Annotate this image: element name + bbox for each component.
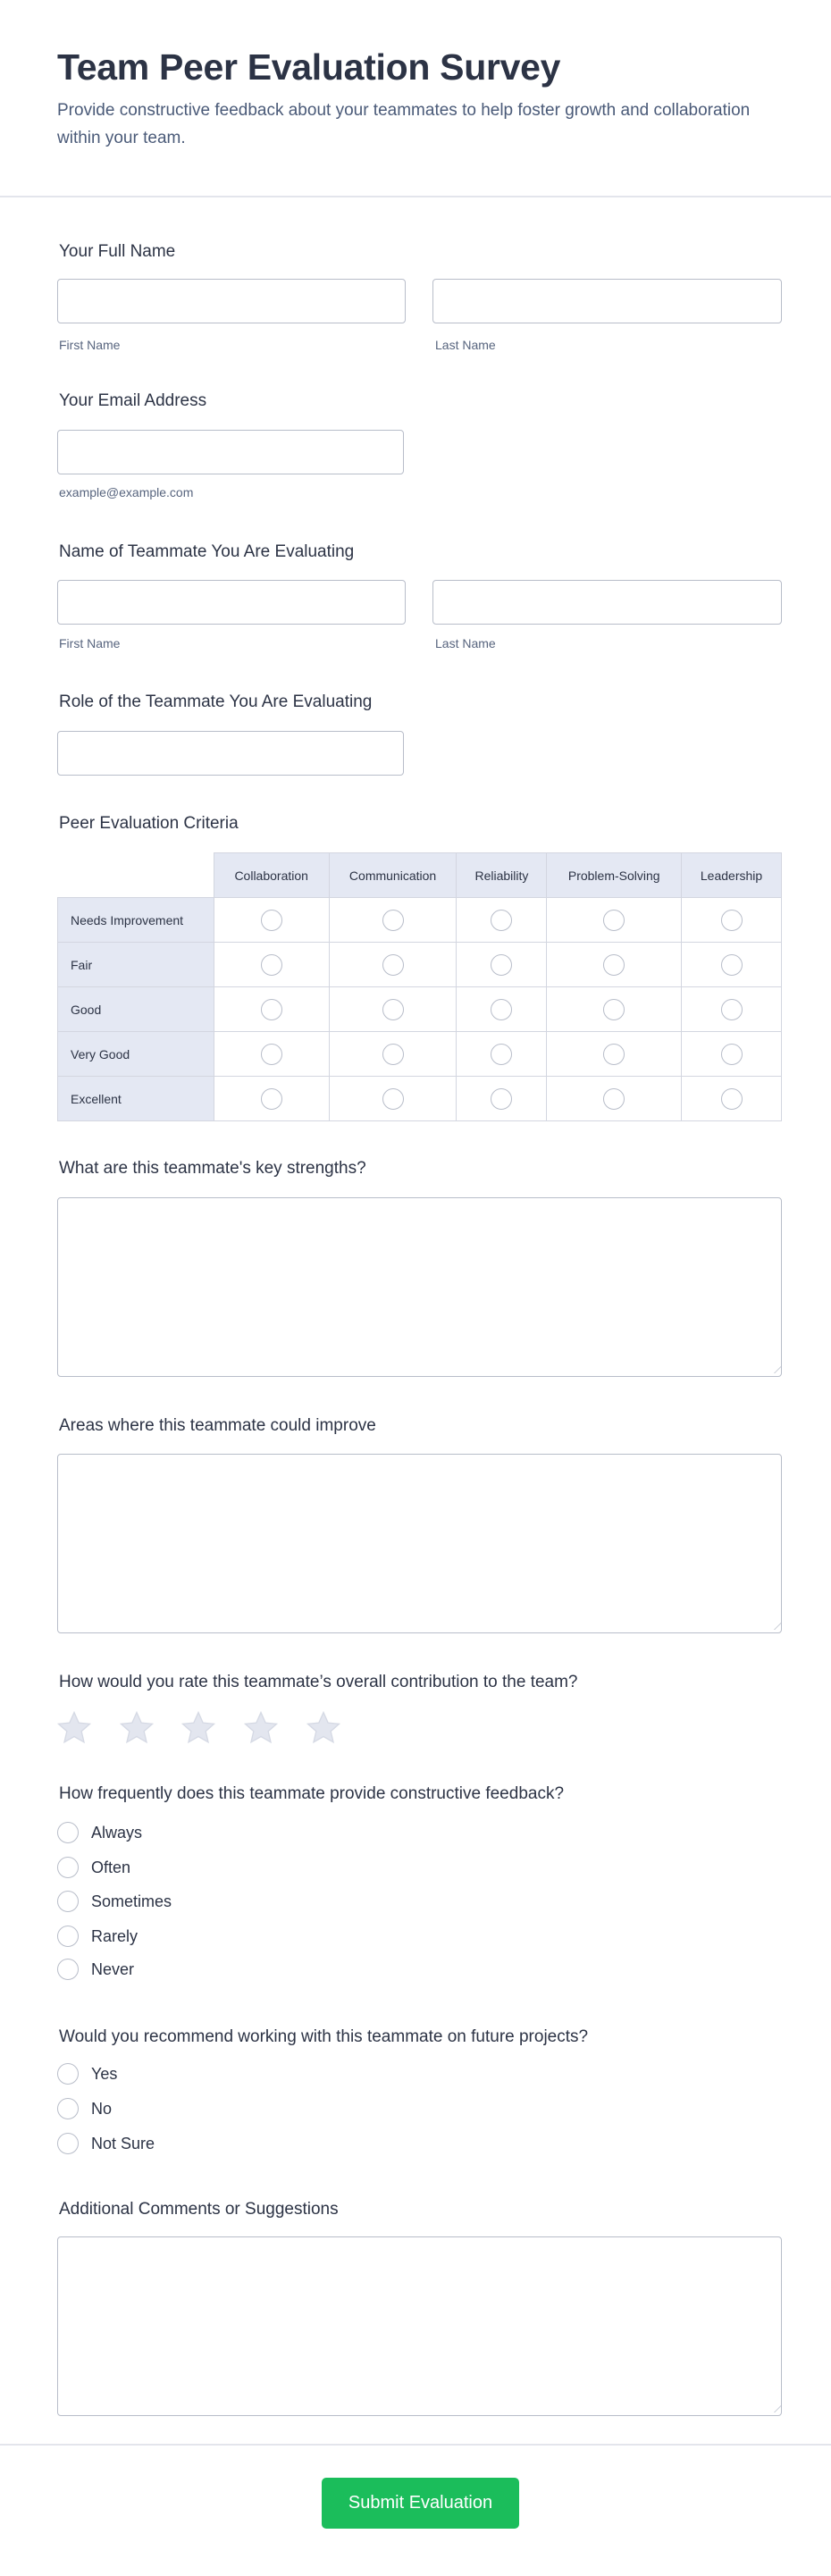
matrix-row-label: Excellent — [58, 1077, 214, 1121]
radio-option[interactable] — [57, 2133, 155, 2154]
radio-button[interactable] — [57, 2133, 79, 2154]
radio-option-label: Not Sure — [91, 2134, 155, 2152]
matrix-cell — [682, 943, 782, 987]
matrix-row — [58, 898, 782, 943]
matrix-cell — [457, 898, 547, 943]
radio-button[interactable] — [57, 1857, 79, 1878]
matrix-radio[interactable] — [491, 1044, 512, 1065]
radio-option-label: Sometimes — [91, 1892, 172, 1910]
matrix-row — [58, 1032, 782, 1077]
matrix-cell — [214, 898, 329, 943]
radio-option[interactable] — [57, 1822, 142, 1843]
matrix-radio[interactable] — [603, 910, 625, 931]
matrix-radio[interactable] — [603, 954, 625, 976]
matrix-cell — [214, 943, 329, 987]
matrix-radio[interactable] — [491, 999, 512, 1020]
improve-textarea[interactable] — [57, 1454, 782, 1633]
email-hint: example@example.com — [59, 485, 194, 499]
teammate-name-label: Name of Teammate You Are Evaluating — [59, 542, 355, 561]
page-title: Team Peer Evaluation Survey — [57, 46, 561, 88]
matrix-cell — [547, 1032, 682, 1077]
improve-label: Areas where this teammate could improve — [59, 1416, 376, 1435]
matrix-radio[interactable] — [382, 999, 404, 1020]
matrix-row — [58, 1077, 782, 1121]
matrix-radio[interactable] — [603, 999, 625, 1020]
radio-option[interactable] — [57, 2063, 117, 2085]
matrix-row-label: Needs Improvement — [58, 898, 214, 943]
matrix-radio[interactable] — [261, 910, 282, 931]
matrix-column-header: Leadership — [682, 853, 782, 898]
matrix-column-header: Collaboration — [214, 853, 329, 898]
matrix-radio[interactable] — [382, 954, 404, 976]
star-icon[interactable] — [180, 1710, 216, 1746]
role-label: Role of the Teammate You Are Evaluating — [59, 692, 373, 711]
matrix-cell — [682, 898, 782, 943]
matrix-radio[interactable] — [721, 999, 743, 1020]
matrix-radio[interactable] — [603, 1044, 625, 1065]
matrix-label: Peer Evaluation Criteria — [59, 814, 239, 833]
matrix-cell — [329, 1032, 457, 1077]
radio-option[interactable] — [57, 1857, 130, 1878]
radio-button[interactable] — [57, 1959, 79, 1980]
matrix-radio[interactable] — [382, 910, 404, 931]
radio-button[interactable] — [57, 2063, 79, 2085]
matrix-cell — [214, 987, 329, 1032]
footer-divider — [0, 2444, 831, 2446]
first-name-input[interactable] — [57, 279, 406, 323]
star-icon[interactable] — [243, 1710, 279, 1746]
teammate-first-name-input[interactable] — [57, 580, 406, 625]
matrix-row — [58, 987, 782, 1032]
matrix-cell — [547, 1077, 682, 1121]
matrix-row-label: Good — [58, 987, 214, 1032]
matrix-radio[interactable] — [261, 1044, 282, 1065]
matrix-radio[interactable] — [491, 910, 512, 931]
last-name-sublabel: Last Name — [435, 338, 496, 352]
matrix-radio[interactable] — [491, 954, 512, 976]
teammate-last-name-sublabel: Last Name — [435, 636, 496, 650]
matrix-cell — [214, 1077, 329, 1121]
teammate-last-name-input[interactable] — [432, 580, 782, 625]
matrix-cell — [682, 987, 782, 1032]
matrix-corner — [58, 853, 214, 898]
last-name-input[interactable] — [432, 279, 782, 323]
star-icon[interactable] — [306, 1710, 341, 1746]
radio-option[interactable] — [57, 1926, 138, 1947]
star-icon[interactable] — [119, 1710, 155, 1746]
matrix-cell — [547, 898, 682, 943]
radio-option[interactable] — [57, 2098, 112, 2119]
recommend-label: Would you recommend working with this teammate on future projects? — [59, 2027, 589, 2046]
matrix-column-header: Communication — [329, 853, 457, 898]
radio-option-label: Often — [91, 1858, 131, 1876]
matrix-cell — [547, 987, 682, 1032]
matrix-cell — [682, 1077, 782, 1121]
evaluation-matrix — [57, 852, 782, 1121]
radio-option-label: Always — [91, 1823, 143, 1842]
radio-option-label: Rarely — [91, 1926, 138, 1945]
matrix-radio[interactable] — [721, 1044, 743, 1065]
full-name-label: Your Full Name — [59, 242, 176, 261]
matrix-cell — [329, 943, 457, 987]
radio-option-label: Never — [91, 1959, 135, 1978]
star-icon[interactable] — [56, 1710, 92, 1746]
email-label: Your Email Address — [59, 391, 207, 410]
strengths-label: What are this teammate's key strengths? — [59, 1159, 366, 1178]
matrix-radio[interactable] — [261, 1088, 282, 1110]
role-input[interactable] — [57, 731, 404, 776]
radio-button[interactable] — [57, 1891, 79, 1912]
radio-button[interactable] — [57, 1822, 79, 1843]
matrix-cell — [457, 943, 547, 987]
matrix-cell — [329, 898, 457, 943]
rating-label: How would you rate this teammate’s overall contribution to the team? — [59, 1673, 578, 1691]
matrix-row — [58, 943, 782, 987]
header-divider — [0, 196, 831, 197]
matrix-cell — [329, 1077, 457, 1121]
matrix-radio[interactable] — [491, 1088, 512, 1110]
radio-option[interactable] — [57, 1959, 134, 1980]
email-input[interactable] — [57, 430, 404, 474]
matrix-radio[interactable] — [382, 1044, 404, 1065]
matrix-radio[interactable] — [261, 954, 282, 976]
matrix-radio[interactable] — [721, 1088, 743, 1110]
matrix-radio[interactable] — [721, 954, 743, 976]
matrix-cell — [329, 987, 457, 1032]
matrix-cell — [547, 943, 682, 987]
first-name-sublabel: First Name — [59, 338, 121, 352]
matrix-cell — [214, 1032, 329, 1077]
comments-textarea[interactable] — [57, 2236, 782, 2416]
matrix-column-header: Problem-Solving — [547, 853, 682, 898]
submit-button[interactable]: Submit Evaluation — [322, 2478, 519, 2529]
matrix-column-header: Reliability — [457, 853, 547, 898]
matrix-radio[interactable] — [603, 1088, 625, 1110]
page-description: Provide constructive feedback about your teammates to help foster growth and collaboration within your team. — [57, 101, 751, 147]
strengths-textarea[interactable] — [57, 1197, 782, 1377]
matrix-radio[interactable] — [261, 999, 282, 1020]
teammate-first-name-sublabel: First Name — [59, 636, 121, 650]
matrix-cell — [457, 987, 547, 1032]
matrix-row-label: Fair — [58, 943, 214, 987]
radio-option-label: No — [91, 2099, 113, 2118]
frequency-label: How frequently does this teammate provide constructive feedback? — [59, 1784, 565, 1803]
radio-option-label: Yes — [91, 2064, 118, 2083]
matrix-row-label: Very Good — [58, 1032, 214, 1077]
matrix-radio[interactable] — [721, 910, 743, 931]
matrix-cell — [457, 1077, 547, 1121]
matrix-cell — [682, 1032, 782, 1077]
radio-button[interactable] — [57, 1926, 79, 1947]
matrix-cell — [457, 1032, 547, 1077]
radio-option[interactable] — [57, 1891, 172, 1912]
comments-label: Additional Comments or Suggestions — [59, 2200, 339, 2219]
radio-button[interactable] — [57, 2098, 79, 2119]
matrix-radio[interactable] — [382, 1088, 404, 1110]
